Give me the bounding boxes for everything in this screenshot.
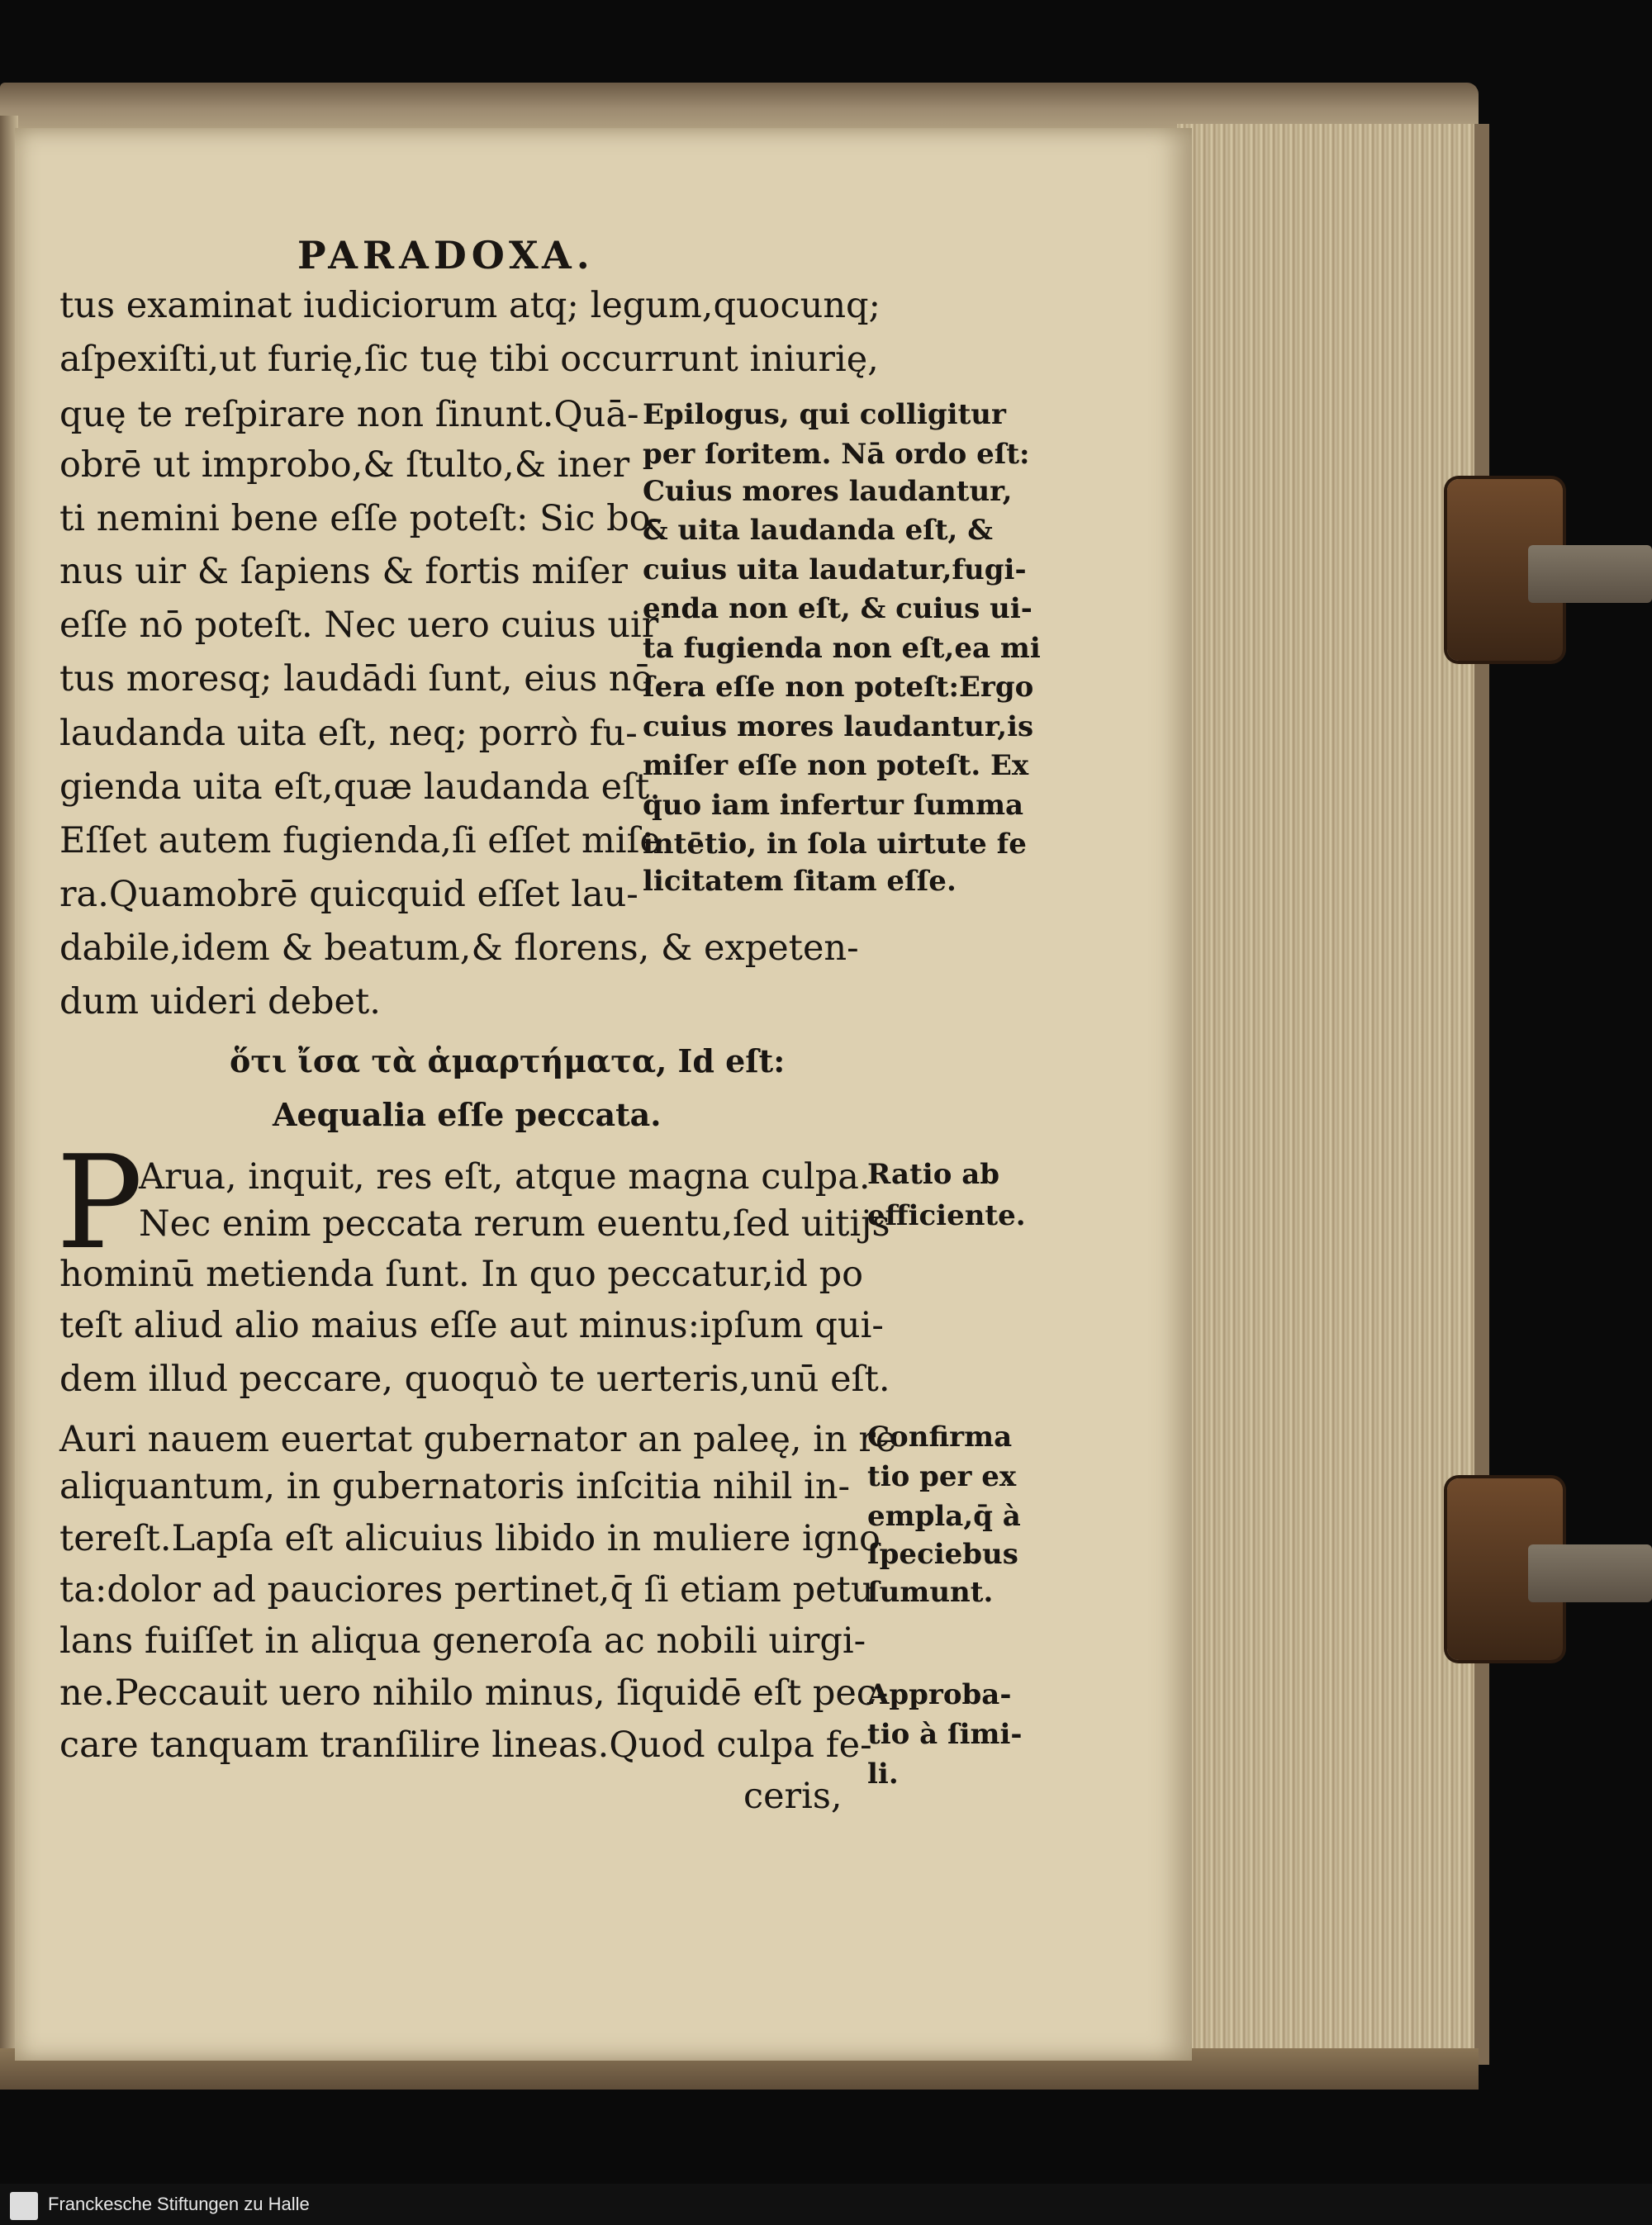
text-line: dabile,idem & beatum,& florens, & expeten- — [59, 927, 859, 969]
margin-note-line: quo iam infertur ſumma — [643, 789, 1024, 822]
institution-logo-icon — [10, 2192, 38, 2220]
margin-note-line: ta fugienda non eſt,ea mi — [643, 632, 1041, 665]
margin-note-line: tio à ſimi- — [867, 1718, 1023, 1751]
text-line: obrē ut improbo,& ſtulto,& iner — [59, 444, 630, 486]
margin-note-line: Confirma — [867, 1421, 1013, 1454]
margin-note-line: per ſoritem. Nā ordo eſt: — [643, 438, 1030, 471]
margin-note-line: Cuius mores laudantur, — [643, 475, 1013, 508]
text-line: Nec enim peccata rerum euentu,ſed uitijs — [139, 1203, 890, 1245]
margin-note-line: cuius uita laudatur,fugi- — [643, 553, 1027, 586]
text-line: aliquantum, in gubernatoris inſcitia nihil in- — [59, 1466, 851, 1507]
text-line: dum uideri debet. — [59, 981, 381, 1022]
margin-note-line: ſera eſſe non poteſt:Ergo — [643, 671, 1034, 704]
text-line: lans fuiſſet in aliqua generoſa ac nobili uirgi- — [59, 1620, 866, 1662]
margin-note-line: li. — [867, 1758, 899, 1791]
margin-note-line: Epilogus, qui colligitur — [643, 398, 1006, 431]
drop-cap: P — [56, 1127, 143, 1278]
margin-note-line: enda non eſt, & cuius ui- — [643, 592, 1032, 625]
page-header: PARADOXA. — [297, 233, 595, 278]
text-line: Auri nauem euertat gubernator an paleę, in re — [59, 1419, 897, 1460]
margin-note-line: empla,q̄ à — [867, 1500, 1021, 1533]
text-line: teſt aliud alio maius eſſe aut minus:ipſum qui- — [59, 1305, 884, 1346]
margin-note-line: Approba- — [867, 1678, 1012, 1711]
lower-clasp-strap — [1528, 1544, 1652, 1602]
text-line: tus moresq; laudādi ſunt, eius nō — [59, 658, 653, 700]
catchword: ceris, — [743, 1776, 843, 1817]
section-title-latin: Aequalia eſſe peccata. — [273, 1096, 662, 1133]
page-edges — [1177, 124, 1489, 2065]
margin-note-line: tio per ex — [867, 1460, 1017, 1493]
margin-note-line: ſpeciebus — [867, 1538, 1018, 1571]
margin-note-line: licitatem ſitam eſſe. — [643, 865, 957, 898]
text-line: tus examinat iudiciorum atq; legum,quocunq; — [59, 285, 881, 326]
section-title-greek: ὅτι ἴσα τὰ ἁμαρτήματα, Id eſt: — [230, 1042, 786, 1079]
text-line: nus uir & ſapiens & fortis miſer — [59, 551, 628, 592]
text-line: care tanquam tranſilire lineas.Quod culpa fe- — [59, 1724, 872, 1766]
margin-note-line: ſumunt. — [867, 1576, 994, 1609]
text-line: gienda uita eſt,quæ laudanda eſt. — [59, 766, 661, 808]
margin-note-line: & uita laudanda eſt, & — [643, 514, 993, 547]
margin-note-line: Ratio ab — [867, 1158, 1000, 1191]
margin-note-line: miſer eſſe non poteſt. Ex — [643, 749, 1029, 782]
footer-bar — [0, 2184, 1652, 2225]
upper-clasp-strap — [1528, 545, 1652, 603]
text-line: ti nemini bene eſſe poteſt: Sic bo- — [59, 498, 663, 539]
footer-credit: Franckesche Stiftungen zu Halle — [48, 2194, 310, 2214]
text-line: ne.Peccauit uero nihilo minus, ſiquidē eſt pec- — [59, 1672, 889, 1714]
margin-note-line: intētio, in ſola uirtute fe — [643, 828, 1027, 861]
text-line: aſpexiſti,ut furię,ſic tuę tibi occurrunt iniurię, — [59, 339, 879, 380]
text-line: ra.Quamobrē quicquid eſſet lau- — [59, 874, 638, 915]
text-line: dem illud peccare, quoquò te uerteris,unū eſt. — [59, 1359, 890, 1400]
text-line: Arua, inquit, res eſt, atque magna culpa. — [139, 1156, 871, 1198]
text-line: eſſe nō poteſt. Nec uero cuius uir — [59, 605, 659, 646]
text-line: hominū metienda ſunt. In quo peccatur,id po — [59, 1254, 864, 1295]
text-line: ta:dolor ad pauciores pertinet,q̄ ſi etiam petu — [59, 1569, 874, 1611]
text-line: quę te reſpirare non ſinunt.Quā- — [59, 394, 639, 435]
text-line: laudanda uita eſt, neq; porrò fu- — [59, 713, 638, 754]
text-line: tereſt.Lapſa eſt alicuius libido in muliere igno — [59, 1518, 881, 1559]
margin-note-line: efficiente. — [867, 1199, 1026, 1232]
text-line: Eſſet autem fugienda,ſi eſſet miſe — [59, 820, 661, 861]
margin-note-line: cuius mores laudantur,is — [643, 710, 1034, 743]
